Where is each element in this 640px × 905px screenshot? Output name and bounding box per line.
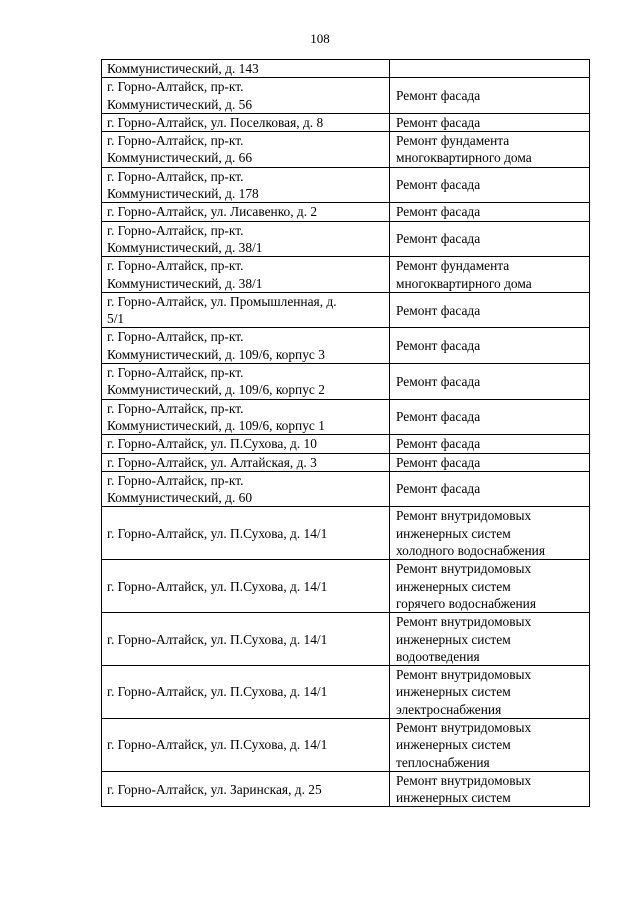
work-cell: Ремонт фасада	[390, 167, 590, 203]
address-cell: г. Горно-Алтайск, пр-кт. Коммунистический, д. 109/6, корпус 3	[102, 328, 390, 364]
repair-table	[101, 59, 590, 807]
page-number: 108	[310, 31, 330, 46]
table-row	[102, 257, 590, 293]
work-cell: Ремонт внутридомовых инженерных систем	[390, 771, 590, 807]
work-cell: Ремонт внутридомовых инженерных систем электроснабжения	[390, 666, 590, 719]
address-cell: г. Горно-Алтайск, ул. Алтайская, д. 3	[102, 453, 390, 471]
table-row	[102, 507, 590, 560]
table-row	[102, 292, 590, 328]
table-row	[102, 78, 590, 114]
address-cell: г. Горно-Алтайск, ул. Заринская, д. 25	[102, 771, 390, 807]
work-cell: Ремонт внутридомовых инженерных систем теплоснабжения	[390, 718, 590, 771]
table-row	[102, 167, 590, 203]
work-cell: Ремонт фундамента многоквартирного дома	[390, 132, 590, 168]
address-cell: г. Горно-Алтайск, пр-кт. Коммунистический, д. 38/1	[102, 221, 390, 257]
address-cell: г. Горно-Алтайск, ул. П.Сухова, д. 14/1	[102, 507, 390, 560]
address-cell: г. Горно-Алтайск, пр-кт. Коммунистический, д. 66	[102, 132, 390, 168]
work-cell	[390, 60, 590, 78]
address-cell: г. Горно-Алтайск, пр-кт. Коммунистический, д. 109/6, корпус 1	[102, 399, 390, 435]
address-cell: г. Горно-Алтайск, ул. П.Сухова, д. 14/1	[102, 666, 390, 719]
table-row	[102, 203, 590, 221]
work-cell: Ремонт фасада	[390, 78, 590, 114]
work-cell: Ремонт фасада	[390, 364, 590, 400]
work-cell: Ремонт фасада	[390, 328, 590, 364]
table-row	[102, 718, 590, 771]
table-row	[102, 560, 590, 613]
table-row	[102, 60, 590, 78]
address-cell: Коммунистический, д. 143	[102, 60, 390, 78]
table-row	[102, 771, 590, 807]
table-row	[102, 364, 590, 400]
table-row	[102, 613, 590, 666]
address-cell: г. Горно-Алтайск, ул. П.Сухова, д. 14/1	[102, 560, 390, 613]
address-cell: г. Горно-Алтайск, пр-кт. Коммунистический, д. 60	[102, 471, 390, 507]
table-row	[102, 453, 590, 471]
address-cell: г. Горно-Алтайск, ул. П.Сухова, д. 14/1	[102, 613, 390, 666]
work-cell: Ремонт фасада	[390, 453, 590, 471]
address-cell: г. Горно-Алтайск, ул. Поселковая, д. 8	[102, 113, 390, 131]
work-cell: Ремонт фасада	[390, 435, 590, 453]
work-cell: Ремонт фасада	[390, 203, 590, 221]
table-row	[102, 399, 590, 435]
work-cell: Ремонт фасада	[390, 471, 590, 507]
work-cell: Ремонт внутридомовых инженерных систем горячего водоснабжения	[390, 560, 590, 613]
table-row	[102, 435, 590, 453]
table-row	[102, 221, 590, 257]
work-cell: Ремонт фасада	[390, 292, 590, 328]
table-row	[102, 132, 590, 168]
work-cell: Ремонт фундамента многоквартирного дома	[390, 257, 590, 293]
address-cell: г. Горно-Алтайск, ул. П.Сухова, д. 14/1	[102, 718, 390, 771]
address-cell: г. Горно-Алтайск, пр-кт. Коммунистический, д. 109/6, корпус 2	[102, 364, 390, 400]
table-row	[102, 471, 590, 507]
table-row	[102, 666, 590, 719]
address-cell: г. Горно-Алтайск, ул. Промышленная, д. 5/1	[102, 292, 390, 328]
address-cell: г. Горно-Алтайск, пр-кт. Коммунистический, д. 38/1	[102, 257, 390, 293]
address-cell: г. Горно-Алтайск, ул. Лисавенко, д. 2	[102, 203, 390, 221]
address-cell: г. Горно-Алтайск, пр-кт. Коммунистический, д. 56	[102, 78, 390, 114]
work-cell: Ремонт фасада	[390, 113, 590, 131]
work-cell: Ремонт фасада	[390, 399, 590, 435]
work-cell: Ремонт внутридомовых инженерных систем холодного водоснабжения	[390, 507, 590, 560]
work-cell: Ремонт внутридомовых инженерных систем водоотведения	[390, 613, 590, 666]
table-row	[102, 113, 590, 131]
table-row	[102, 328, 590, 364]
address-cell: г. Горно-Алтайск, пр-кт. Коммунистический, д. 178	[102, 167, 390, 203]
work-cell: Ремонт фасада	[390, 221, 590, 257]
address-cell: г. Горно-Алтайск, ул. П.Сухова, д. 10	[102, 435, 390, 453]
